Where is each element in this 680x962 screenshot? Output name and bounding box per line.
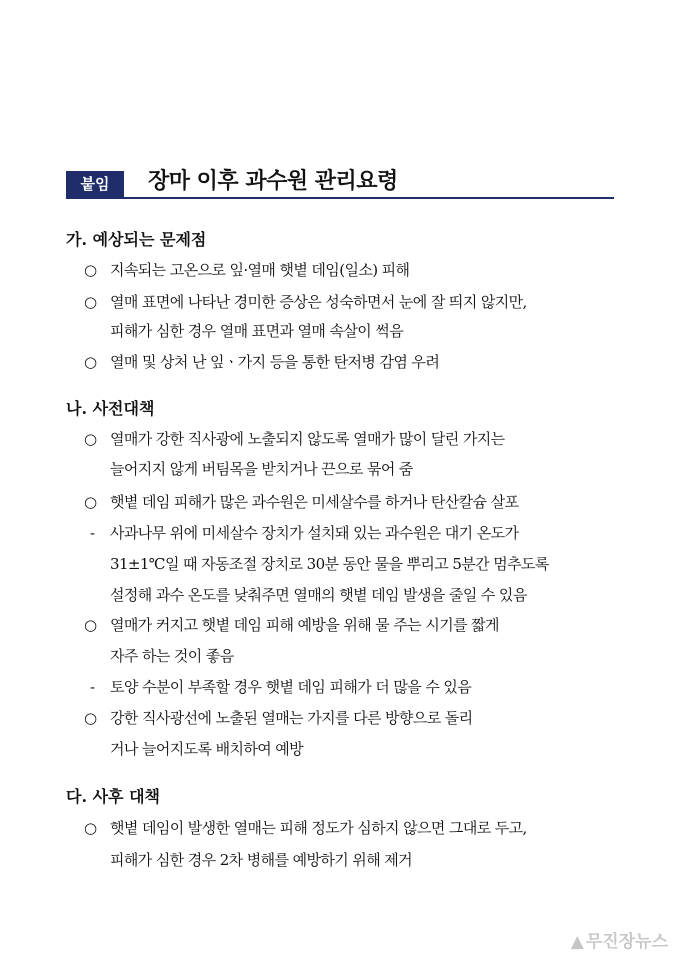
list-item-line: 피해가 심한 경우 열매 표면과 열매 속살이 썩음 <box>110 322 404 340</box>
list-item-line: 열매가 커지고 햇볕 데임 피해 예방을 위해 물 주는 시기를 짧게 <box>110 616 499 634</box>
watermark <box>571 927 668 952</box>
title-underline <box>66 197 614 199</box>
bullet-marker: ○ <box>84 819 98 837</box>
list-item-line: 피해가 심한 경우 2차 병해를 예방하기 위해 제거 <box>110 851 413 869</box>
attachment-header <box>66 171 614 199</box>
section-heading-post-measures: 다. 사후 대책 <box>66 787 160 806</box>
list-item-line: 열매 및 상처 난 잎ㆍ가지 등을 통한 탄저병 감염 우려 <box>110 353 440 371</box>
bullet-marker: ○ <box>84 616 98 634</box>
section-heading-preventive-measures: 나. 사전대책 <box>66 399 155 418</box>
list-item-line: 31±1℃일 때 자동조절 장치로 30분 동안 물을 뿌리고 5분간 멈추도록 <box>110 555 549 573</box>
section-heading-expected-problems: 가. 예상되는 문제점 <box>66 230 207 249</box>
attachment-tag: 붙임 <box>66 171 124 197</box>
watermark-logo-icon: ▲ <box>570 932 584 952</box>
list-item-line: 거나 늘어지도록 배치하여 예방 <box>110 740 304 758</box>
bullet-marker: ○ <box>84 353 98 371</box>
list-item-line: 열매가 강한 직사광에 노출되지 않도록 열매가 많이 달린 가지는 <box>110 430 505 448</box>
list-item-line: 사과나무 위에 미세살수 장치가 설치돼 있는 과수원은 대기 온도가 <box>110 524 519 542</box>
dash-marker: - <box>90 524 96 542</box>
bullet-marker: ○ <box>84 709 98 727</box>
list-item-line: 늘어지지 않게 버팀목을 받치거나 끈으로 묶어 줌 <box>110 460 413 478</box>
list-item-line: 자주 하는 것이 좋음 <box>110 647 234 665</box>
bullet-marker: ○ <box>84 430 98 448</box>
watermark-text: 무진장뉴스 <box>585 932 668 952</box>
list-item-line: 햇볕 데임이 발생한 열매는 피해 정도가 심하지 않으면 그대로 두고, <box>110 819 527 837</box>
list-item-line: 설정해 과수 온도를 낮춰주면 열매의 햇볕 데임 발생을 줄일 수 있음 <box>110 586 527 604</box>
bullet-marker: ○ <box>84 493 98 511</box>
page-title: 장마 이후 과수원 관리요령 <box>148 169 398 194</box>
list-item-line: 지속되는 고온으로 잎·열매 햇볕 데임(일소) 피해 <box>110 261 410 279</box>
bullet-marker: ○ <box>84 293 98 311</box>
list-item-line: 햇볕 데임 피해가 많은 과수원은 미세살수를 하거나 탄산칼슘 살포 <box>110 493 519 511</box>
bullet-marker: ○ <box>84 261 98 279</box>
dash-marker: - <box>90 678 96 696</box>
list-item-line: 강한 직사광선에 노출된 열매는 가지를 다른 방향으로 돌리 <box>110 709 473 727</box>
list-item-line: 토양 수분이 부족할 경우 햇볕 데임 피해가 더 많을 수 있음 <box>110 678 472 696</box>
list-item-line: 열매 표면에 나타난 경미한 증상은 성숙하면서 눈에 잘 띄지 않지만, <box>110 293 527 311</box>
